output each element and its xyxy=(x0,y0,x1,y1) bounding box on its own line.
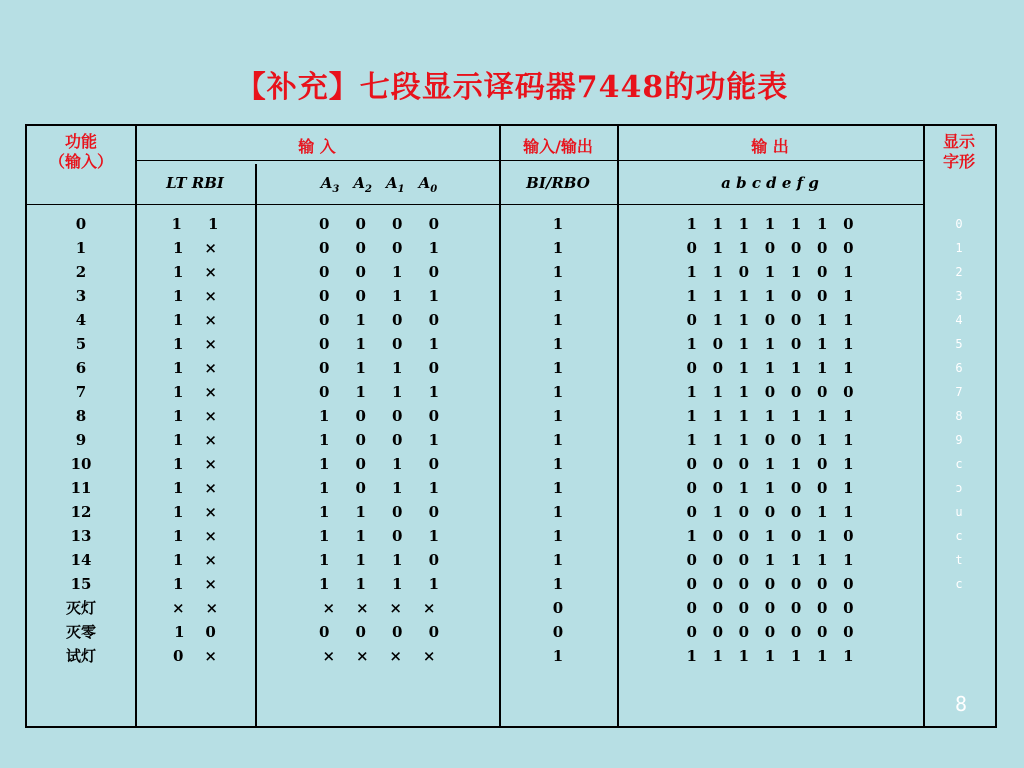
lt-rbi-header: LT RBI xyxy=(166,174,224,192)
display-glyph-cell: ɔ xyxy=(955,481,963,495)
display-glyph-cell: c xyxy=(955,529,963,543)
function-cell: 2 xyxy=(75,263,87,281)
address-cell: 1 1 0 1 xyxy=(318,527,440,545)
display-header: 显示 字形 xyxy=(942,132,975,171)
display-glyph-cell: u xyxy=(955,505,963,519)
function-cell: 11 xyxy=(70,479,92,497)
lt-rbi-cell: 1 × xyxy=(173,455,217,473)
function-cell: 7 xyxy=(75,383,87,401)
address-cell: 1 1 1 0 xyxy=(318,551,440,569)
lt-rbi-cell: 1 × xyxy=(173,431,217,449)
address-cell: 0 1 0 1 xyxy=(318,335,440,353)
address-header-a1: $A_1$ xyxy=(386,174,405,195)
bi-rbo-cell: 1 xyxy=(552,287,564,305)
lt-rbi-cell: 1 × xyxy=(173,503,217,521)
address-cell: × × × × xyxy=(322,599,436,617)
display-glyph-cell: c xyxy=(955,457,963,471)
function-cell: 10 xyxy=(70,455,92,473)
lt-rbi-cell: 1 0 xyxy=(174,623,216,641)
divider xyxy=(27,204,923,205)
segments-cell: 1 1 1 1 1 1 1 xyxy=(686,407,854,425)
address-header xyxy=(259,174,499,195)
segments-cell: 1 0 1 1 0 1 1 xyxy=(686,335,854,353)
address-cell: 0 1 1 1 xyxy=(318,383,440,401)
segments-cell: 0 0 0 0 0 0 0 xyxy=(686,599,854,617)
bi-rbo-cell: 1 xyxy=(552,647,564,665)
bi-rbo-cell: 1 xyxy=(552,215,564,233)
address-cell: 1 0 0 1 xyxy=(318,431,440,449)
display-glyph-cell: c xyxy=(955,577,963,591)
bi-rbo-cell: 1 xyxy=(552,335,564,353)
address-cell: 0 0 0 0 xyxy=(318,215,440,233)
segments-cell: 0 0 0 0 0 0 0 xyxy=(686,623,854,641)
display-glyph-cell: 8 xyxy=(955,409,963,423)
lt-rbi-cell: 1 × xyxy=(173,263,217,281)
function-cell: 13 xyxy=(70,527,92,545)
function-cell: 3 xyxy=(75,287,87,305)
lt-rbi-cell: 1 × xyxy=(173,239,217,257)
address-cell: 0 0 1 1 xyxy=(318,287,440,305)
address-cell: 1 0 0 0 xyxy=(318,407,440,425)
function-cell: 12 xyxy=(70,503,92,521)
bi-rbo-cell: 1 xyxy=(552,239,564,257)
lt-rbi-cell: 1 × xyxy=(173,359,217,377)
display-glyph-cell: t xyxy=(955,553,963,567)
function-cell: 14 xyxy=(70,551,92,569)
address-cell: 1 1 0 0 xyxy=(318,503,440,521)
lt-rbi-cell: 1 × xyxy=(173,383,217,401)
address-header-a3: $A_3$ xyxy=(320,174,340,195)
function-cell: 8 xyxy=(75,407,87,425)
function-cell: 试灯 xyxy=(65,647,96,665)
address-column xyxy=(259,212,499,668)
segments-cell: 0 0 0 1 1 1 1 xyxy=(686,551,854,569)
lt-rbi-cell: 1 1 xyxy=(171,215,219,233)
function-cell: 6 xyxy=(75,359,87,377)
function-header: 功能 （输入） xyxy=(48,132,113,171)
segments-cell: 1 1 1 1 0 0 1 xyxy=(686,287,854,305)
bi-rbo-header: BI/RBO xyxy=(526,174,590,192)
display-glyph-cell: 2 xyxy=(955,265,963,279)
address-header-a0: $A_0$ xyxy=(418,174,438,195)
address-cell: 0 1 1 0 xyxy=(318,359,440,377)
display-glyph-cell: 9 xyxy=(955,433,963,447)
segments-cell: 0 0 0 0 0 0 0 xyxy=(686,575,854,593)
bi-rbo-cell: 1 xyxy=(552,263,564,281)
segments-cell: 0 1 1 0 0 1 1 xyxy=(686,311,854,329)
segments-cell: 1 0 0 1 0 1 0 xyxy=(686,527,854,545)
segments-cell: 1 1 1 0 0 1 1 xyxy=(686,431,854,449)
display-glyph-cell: 7 xyxy=(955,385,963,399)
display-glyph-column xyxy=(923,212,995,668)
lt-rbi-column xyxy=(135,212,255,668)
function-cell: 0 xyxy=(75,215,87,233)
display-glyph-cell xyxy=(923,620,995,644)
lt-rbi-cell: 0 × xyxy=(173,647,217,665)
divider xyxy=(255,164,257,726)
lt-rbi-cell: 1 × xyxy=(173,287,217,305)
bi-rbo-cell: 1 xyxy=(552,359,564,377)
function-cell: 灭灯 xyxy=(65,599,96,617)
segments-cell: 0 1 1 0 0 0 0 xyxy=(686,239,854,257)
test-display-glyph: 8 xyxy=(955,692,968,716)
function-cell: 9 xyxy=(75,431,87,449)
bi-rbo-cell: 1 xyxy=(552,551,564,569)
address-cell: 1 1 1 1 xyxy=(318,575,440,593)
display-glyph-cell: 6 xyxy=(955,361,963,375)
bi-rbo-cell: 1 xyxy=(552,431,564,449)
segments-cell: 1 1 1 1 1 1 0 xyxy=(686,215,854,233)
segments-cell: 1 1 1 1 1 1 1 xyxy=(686,647,854,665)
address-cell: 0 0 0 0 xyxy=(318,623,440,641)
segments-header: a b c d e f g xyxy=(721,174,819,192)
segments-cell: 0 0 0 1 1 0 1 xyxy=(686,455,854,473)
bi-rbo-cell: 0 xyxy=(552,599,564,617)
bi-rbo-cell: 1 xyxy=(552,455,564,473)
bi-rbo-cell: 1 xyxy=(552,503,564,521)
lt-rbi-cell: 1 × xyxy=(173,407,217,425)
bi-rbo-cell: 1 xyxy=(552,383,564,401)
segments-cell: 0 0 1 1 0 0 1 xyxy=(686,479,854,497)
lt-rbi-cell: 1 × xyxy=(173,575,217,593)
display-glyph-cell: 5 xyxy=(955,337,963,351)
function-cell: 1 xyxy=(75,239,87,257)
segments-column xyxy=(617,212,923,668)
output-header: 输 出 xyxy=(751,137,789,156)
display-glyph-cell: 0 xyxy=(955,217,963,231)
io-header: 输入/输出 xyxy=(523,137,593,156)
display-glyph-cell: 1 xyxy=(955,241,963,255)
bi-rbo-cell: 1 xyxy=(552,575,564,593)
lt-rbi-cell: 1 × xyxy=(173,479,217,497)
lt-rbi-cell: 1 × xyxy=(173,335,217,353)
function-column xyxy=(27,212,135,668)
function-cell: 4 xyxy=(75,311,87,329)
lt-rbi-cell: × × xyxy=(171,599,219,617)
function-cell: 5 xyxy=(75,335,87,353)
segments-cell: 1 1 0 1 1 0 1 xyxy=(686,263,854,281)
display-glyph-cell xyxy=(923,596,995,620)
address-cell: × × × × xyxy=(322,647,436,665)
segments-cell: 0 0 1 1 1 1 1 xyxy=(686,359,854,377)
address-cell: 1 0 1 0 xyxy=(318,455,440,473)
lt-rbi-cell: 1 × xyxy=(173,527,217,545)
function-cell: 15 xyxy=(70,575,92,593)
display-glyph-cell xyxy=(923,644,995,668)
lt-rbi-cell: 1 × xyxy=(173,311,217,329)
bi-rbo-cell: 0 xyxy=(552,623,564,641)
divider xyxy=(135,160,923,161)
address-cell: 1 0 1 1 xyxy=(318,479,440,497)
bi-rbo-cell: 1 xyxy=(552,311,564,329)
address-header-a2: $A_2$ xyxy=(353,174,372,195)
bi-rbo-cell: 1 xyxy=(552,407,564,425)
segments-cell: 0 1 0 0 0 1 1 xyxy=(686,503,854,521)
segments-cell: 1 1 1 0 0 0 0 xyxy=(686,383,854,401)
address-cell: 0 0 0 1 xyxy=(318,239,440,257)
address-cell: 0 1 0 0 xyxy=(318,311,440,329)
bi-rbo-cell: 1 xyxy=(552,527,564,545)
display-glyph-cell: 4 xyxy=(955,313,963,327)
bi-rbo-cell: 1 xyxy=(552,479,564,497)
display-glyph-cell: 3 xyxy=(955,289,963,303)
function-table xyxy=(25,124,997,728)
bi-rbo-column xyxy=(499,212,617,668)
input-header: 输 入 xyxy=(298,137,336,156)
address-cell: 0 0 1 0 xyxy=(318,263,440,281)
page-title: 【补充】七段显示译码器7448的功能表 xyxy=(235,70,789,105)
lt-rbi-cell: 1 × xyxy=(173,551,217,569)
function-cell: 灭零 xyxy=(65,623,96,641)
